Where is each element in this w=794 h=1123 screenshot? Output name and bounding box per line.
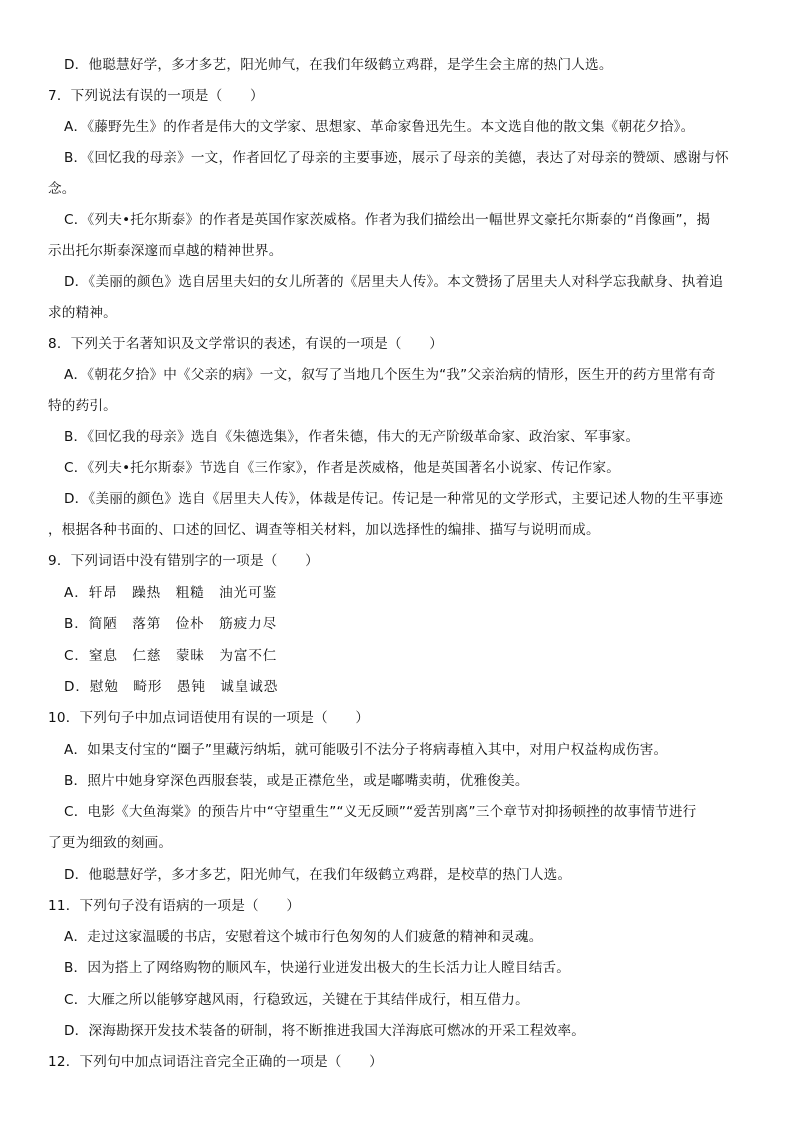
question-9-stem: 9．下列词语中没有错别字的一项是（ ）	[48, 553, 319, 569]
q8-option-a: A．《朝花夕拾》中《父亲的病》一文，叙写了当地几个医生为“我”父亲治病的情形，医生开的药方里常有奇	[64, 367, 716, 383]
q8-option-d-continued: ，根据各种书面的、口述的回忆、调查等相关材料，加以选择性的编排、描写与说明而成。	[48, 522, 600, 538]
q8-option-d: D．《美丽的颜色》选自《居里夫人传》，体裁是传记。传记是一种常见的文学形式，主要记述人物的生平事迹	[64, 491, 724, 507]
q10-option-a: A．如果支付宝的“圈子”里藏污纳垢，就可能吸引不法分子将病毒植入其中，对用户权益构成伤害。	[64, 742, 668, 758]
q7-option-b: B．《回忆我的母亲》一文，作者回忆了母亲的主要事迹，展示了母亲的美德，表达了对母亲的赞颂、感谢与怀	[64, 150, 729, 166]
q6-option-d: D．他聪慧好学，多才多艺，阳光帅气，在我们年级鹤立鸡群，是学生会主席的热门人选。	[64, 57, 613, 73]
q11-option-a: A．走过这家温暖的书店，安慰着这个城市行色匆匆的人们疲惫的精神和灵魂。	[64, 929, 543, 945]
q7-option-a: A．《藤野先生》的作者是伟大的文学家、思想家、革命家鲁迅先生。本文选自他的散文集《朝花夕拾》。	[64, 119, 695, 135]
q8-option-c: C．《列夫•托尔斯泰》节选自《三作家》，作者是茨威格，他是英国著名小说家、传记作家。	[64, 460, 621, 476]
question-8-stem: 8．下列关于名著知识及文学常识的表述，有误的一项是（ ）	[48, 336, 444, 352]
q7-option-c: C．《列夫•托尔斯泰》的作者是英国作家茨威格。作者为我们描绘出一幅世界文豪托尔斯泰的“肖像画”，揭	[64, 212, 711, 228]
q10-option-b: B．照片中她身穿深色西服套装，或是正襟危坐，或是嘟嘴卖萌，优雅俊美。	[64, 773, 529, 789]
q11-option-b: B．因为搭上了网络购物的顺风车，快递行业迸发出极大的生长活力让人瞠目结舌。	[64, 960, 571, 976]
q8-option-a-continued: 特的药引。	[48, 398, 117, 414]
q9-option-c: C．窒息 仁慈 蒙昧 为富不仁	[64, 648, 278, 664]
question-10-stem: 10．下列句子中加点词语使用有误的一项是（ ）	[48, 710, 370, 726]
q7-option-c-continued: 示出托尔斯泰深邃而卓越的精神世界。	[48, 243, 283, 259]
question-7-stem: 7．下列说法有误的一项是（ ）	[48, 88, 264, 104]
q7-option-b-continued: 念。	[48, 181, 76, 197]
q9-option-a: A．轩昂 躁热 粗糙 油光可鉴	[64, 585, 278, 601]
q7-option-d: D．《美丽的颜色》选自居里夫妇的女儿所著的《居里夫人传》。本文赞扬了居里夫人对科学忘我献身、执着追	[64, 274, 724, 290]
q9-option-b: B．简陋 落第 俭朴 筋疲力尽	[64, 616, 278, 632]
q10-option-c: C．电影《大鱼海棠》的预告片中“守望重生”“义无反顾”“爱苦别离”三个章节对抑扬顿挫的故事情节进行	[64, 804, 697, 820]
q10-option-c-continued: 了更为细致的刻画。	[48, 835, 173, 851]
question-11-stem: 11．下列句子没有语病的一项是（ ）	[48, 898, 301, 914]
q7-option-d-continued: 求的精神。	[48, 305, 117, 321]
q8-option-b: B．《回忆我的母亲》选自《朱德选集》，作者朱德，伟大的无产阶级革命家、政治家、军事家。	[64, 429, 640, 445]
question-12-stem: 12．下列句中加点词语注音完全正确的一项是（ ）	[48, 1054, 383, 1070]
q11-option-c: C．大雁之所以能够穿越风雨，行稳致远，关键在于其结伴成行，相互借力。	[64, 992, 529, 1008]
q9-option-d: D．慰勉 畸形 愚钝 诚皇诚恐	[64, 679, 279, 695]
q11-option-d: D．深海勘探开发技术装备的研制，将不断推进我国大洋海底可燃冰的开采工程效率。	[64, 1023, 586, 1039]
q10-option-d: D．他聪慧好学，多才多艺，阳光帅气，在我们年级鹤立鸡群，是校草的热门人选。	[64, 867, 572, 883]
